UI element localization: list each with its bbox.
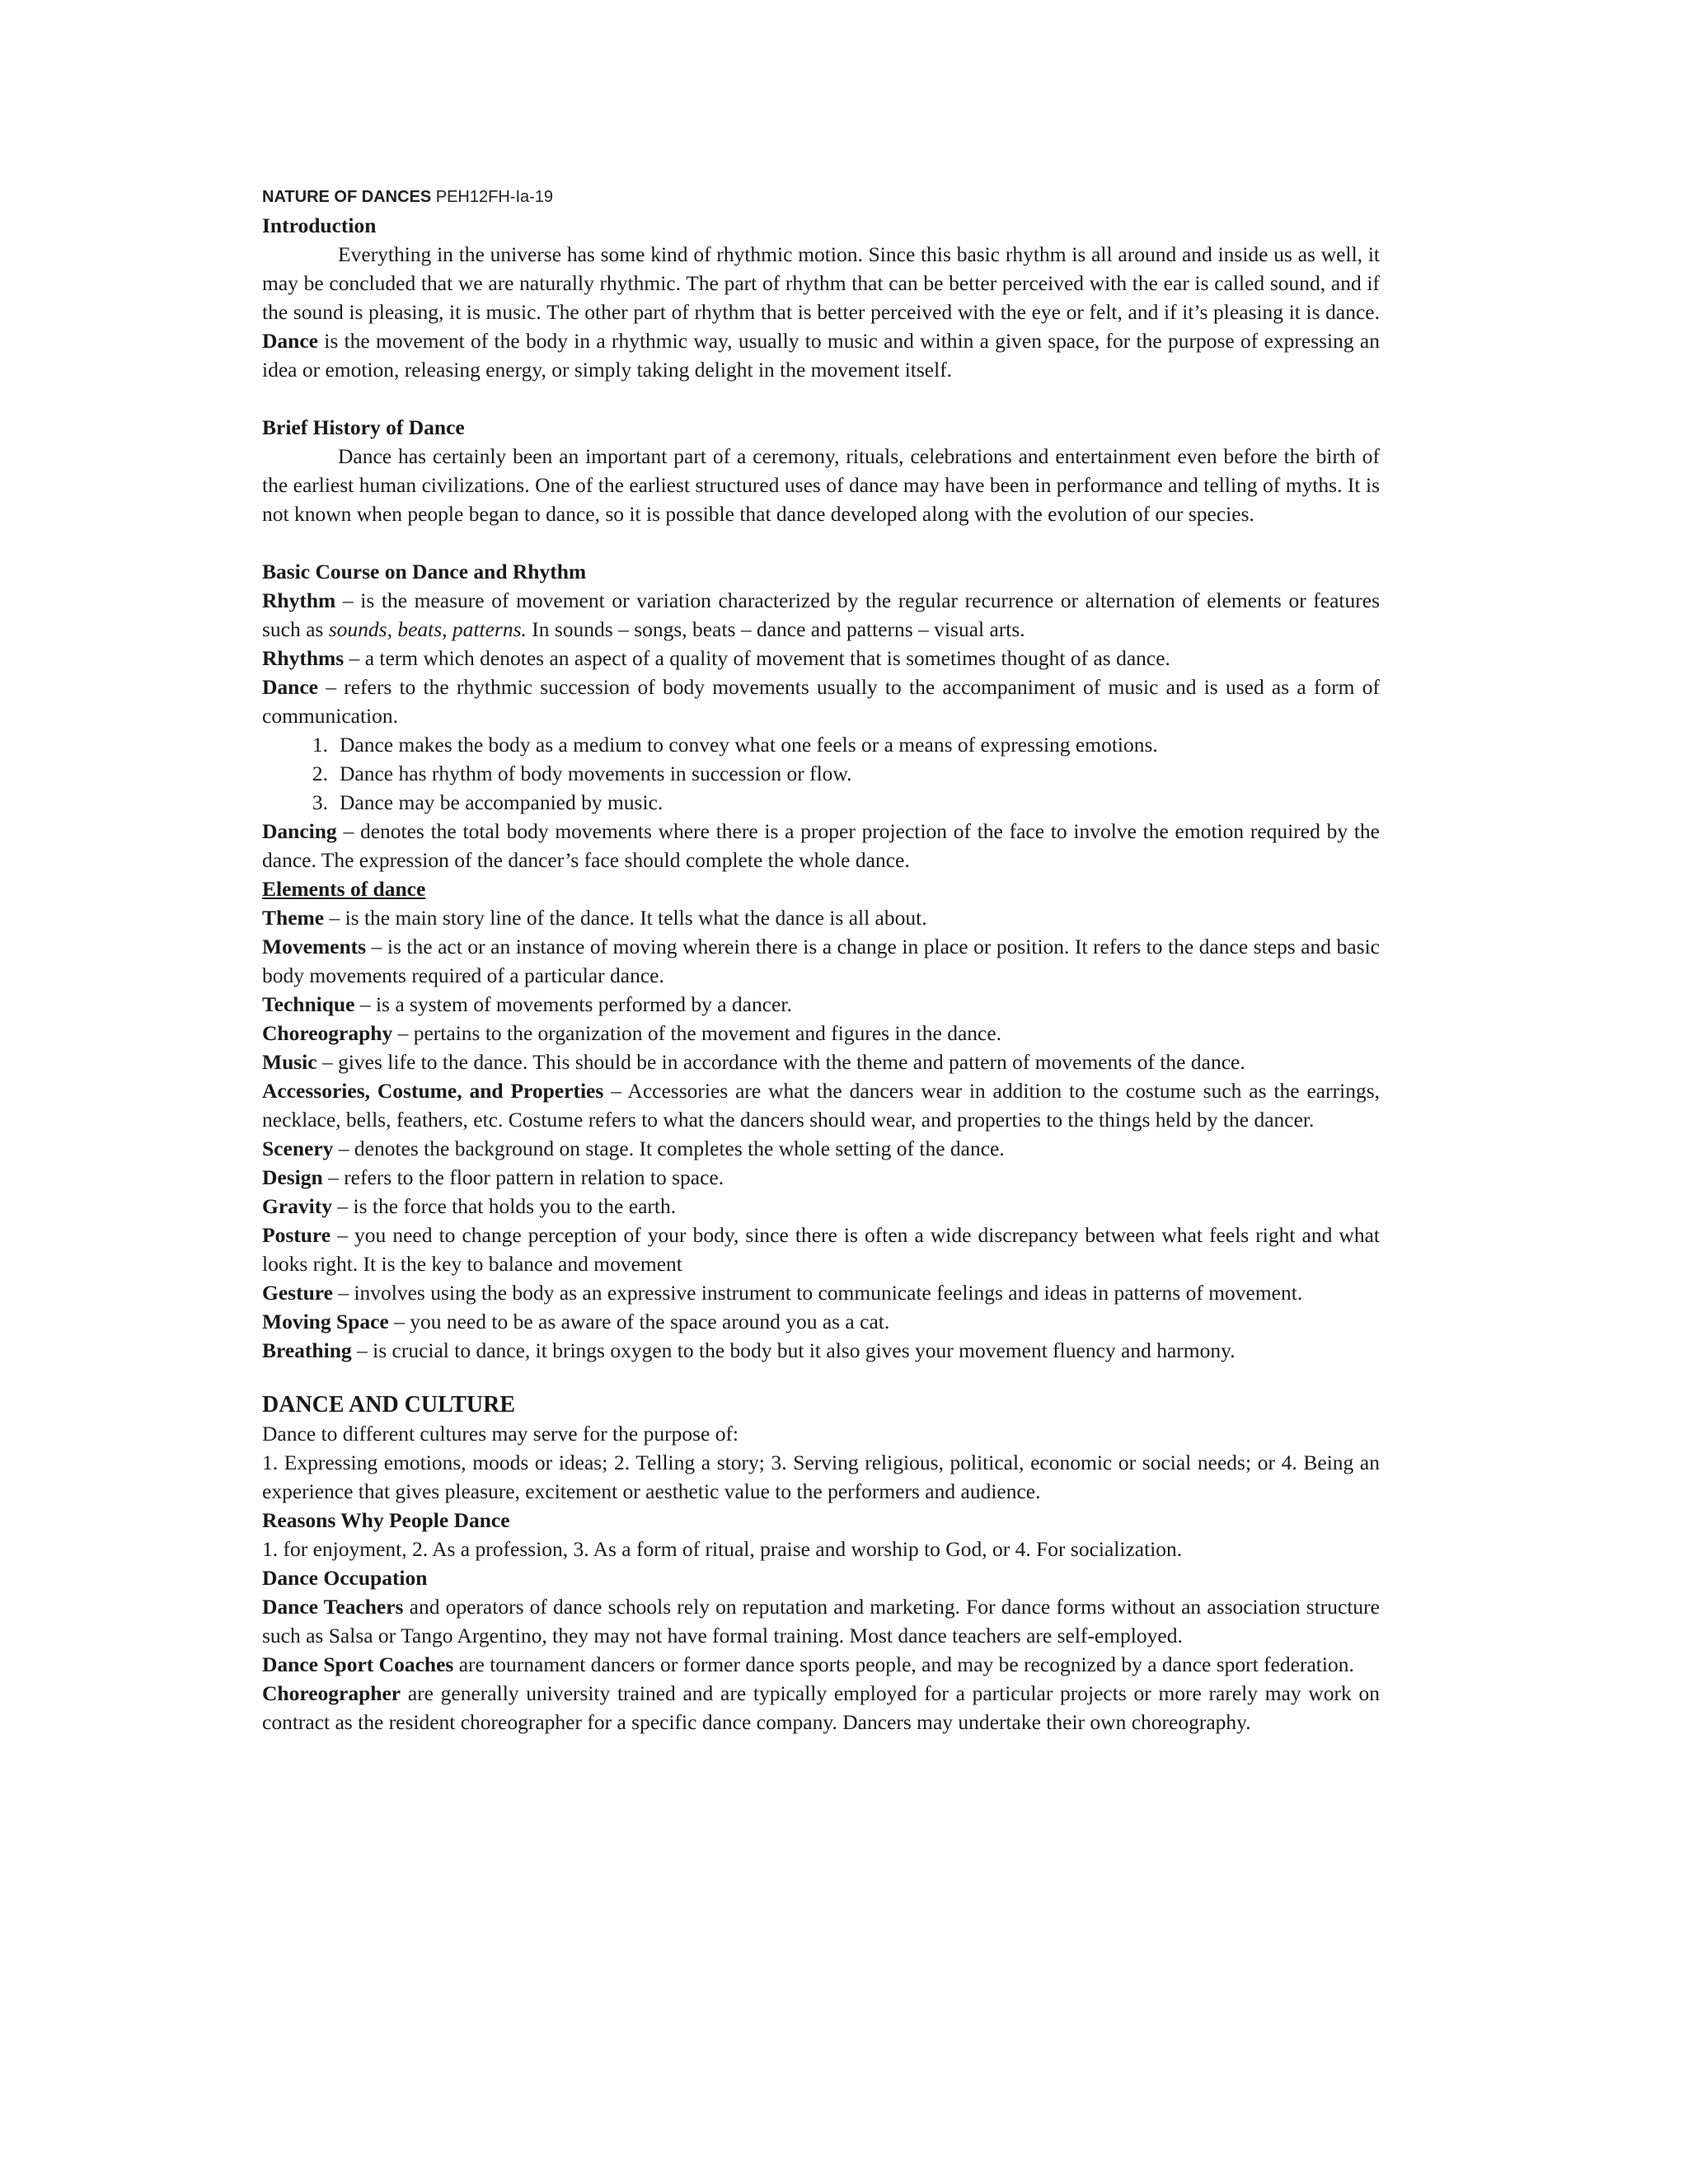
element-gravity: Gravity – is the force that holds you to the earth. <box>262 1194 677 1218</box>
list-item: 2. Dance has rhythm of body movements in succession or flow. <box>312 762 852 785</box>
occupation-dance-sport-coaches: Dance Sport Coaches are tournament dancers or former dance sports people, and may be recognized by a dance sport federation. <box>262 1652 1354 1676</box>
culture-heading: DANCE AND CULTURE <box>262 1392 516 1418</box>
basic-course-heading: Basic Course on Dance and Rhythm <box>262 560 587 583</box>
dancing-definition: Dancing – denotes the total body movements where there is a proper projection of the face to involve the emotion required by the dance. The expression of the dancer’s face should complete the whole dance. <box>262 819 1380 872</box>
element-music: Music – gives life to the dance. This should be in accordance with the theme and pattern of movements of the dance. <box>262 1050 1245 1074</box>
introduction-heading: Introduction <box>262 213 377 237</box>
element-accessories: Accessories, Costume, and Properties – Accessories are what the dancers wear in addition to the costume such as the earrings, necklace, bells, feathers, etc. Costume refers to what the dancers should wear, and properties to the things held by the dancer. <box>262 1079 1380 1132</box>
occupation-choreographer: Choreographer are generally university trained and are typically employed for a particular projects or more rarely may work on contract as the resident choreographer for a specific dance company. Dancers may undertake their own choreography. <box>262 1681 1380 1734</box>
element-moving-space: Moving Space – you need to be as aware of the space around you as a cat. <box>262 1310 890 1333</box>
occupation-heading: Dance Occupation <box>262 1566 428 1590</box>
element-movements: Movements – is the act or an instance of moving wherein there is a change in place or position. It refers to the dance steps and basic body movements required of a particular dance. <box>262 935 1380 987</box>
element-scenery: Scenery – denotes the background on stage. It completes the whole setting of the dance. <box>262 1137 1005 1160</box>
curriculum-code: PEH12FH-Ia-19 <box>435 188 554 206</box>
element-choreography: Choreography – pertains to the organization of the movement and figures in the dance. <box>262 1021 1002 1045</box>
element-breathing: Breathing – is crucial to dance, it brings oxygen to the body but it also gives your movement fluency and harmony. <box>262 1338 1236 1362</box>
dance-characteristics-list <box>262 730 1380 817</box>
elements-heading: Elements of dance <box>262 877 426 901</box>
element-technique: Technique – is a system of movements performed by a dancer. <box>262 992 792 1016</box>
element-theme: Theme – is the main story line of the dance. It tells what the dance is all about. <box>262 906 927 930</box>
introduction-paragraph: Everything in the universe has some kind of rhythmic motion. Since this basic rhythm is all around and inside us as well, it may be concluded that we are naturally rhythmic. The part of rhythm that can be better perceived with the ear is called sound, and if the sound is pleasing, it is music. The other part of rhythm that is better perceived with the eye or felt, and if it’s pleasing it is dance. Dance is the movement of the body in a rhythmic way, usually to music and within a given space, for the purpose of expressing an idea or emotion, releasing energy, or simply taking delight in the movement itself. <box>262 242 1380 382</box>
element-posture: Posture – you need to change perception of your body, since there is often a wide discrepancy between what feels right and what looks right. It is the key to balance and movement <box>262 1223 1380 1276</box>
document-page <box>262 186 1380 1736</box>
document-title: NATURE OF DANCES <box>262 188 432 206</box>
list-item: 1. Dance makes the body as a medium to convey what one feels or a means of expressing emotions. <box>312 733 1158 757</box>
occupation-dance-teachers: Dance Teachers and operators of dance schools rely on reputation and marketing. For dance forms without an association structure such as Salsa or Tango Argentino, they may not have formal training. Most dance teachers are self-employed. <box>262 1595 1380 1647</box>
history-paragraph: Dance has certainly been an important part of a ceremony, rituals, celebrations and entertainment even before the birth of the earliest human civilizations. One of the earliest structured uses of dance may have been in performance and telling of myths. It is not known when people began to dance, so it is possible that dance developed along with the evolution of our species. <box>262 444 1380 526</box>
document-header <box>262 186 1380 208</box>
element-design: Design – refers to the floor pattern in relation to space. <box>262 1165 724 1189</box>
reasons-text: 1. for enjoyment, 2. As a profession, 3. As a form of ritual, praise and worship to God, or 4. For socialization. <box>262 1537 1183 1561</box>
rhythms-definition: Rhythms – a term which denotes an aspect of a quality of movement that is sometimes thought of as dance. <box>262 646 1170 670</box>
history-heading: Brief History of Dance <box>262 415 465 439</box>
dance-term: Dance <box>262 329 318 353</box>
element-gesture: Gesture – involves using the body as an expressive instrument to communicate feelings and ideas in patterns of movement. <box>262 1281 1303 1305</box>
culture-intro: Dance to different cultures may serve for the purpose of: <box>262 1422 739 1446</box>
list-item: 3. Dance may be accompanied by music. <box>312 790 663 814</box>
rhythm-definition: Rhythm – is the measure of movement or variation characterized by the regular recurrence or alternation of elements or features such as sounds, beats, patterns. In sounds – songs, beats – dance and patterns – visual arts. <box>262 588 1380 641</box>
dance-definition: Dance – refers to the rhythmic succession of body movements usually to the accompaniment of music and is used as a form of communication. <box>262 675 1380 728</box>
reasons-heading: Reasons Why People Dance <box>262 1508 510 1532</box>
culture-purposes: 1. Expressing emotions, moods or ideas; 2. Telling a story; 3. Serving religious, political, economic or social needs; or 4. Being an experience that gives pleasure, excitement or aesthetic value to the performers and audience. <box>262 1451 1380 1503</box>
